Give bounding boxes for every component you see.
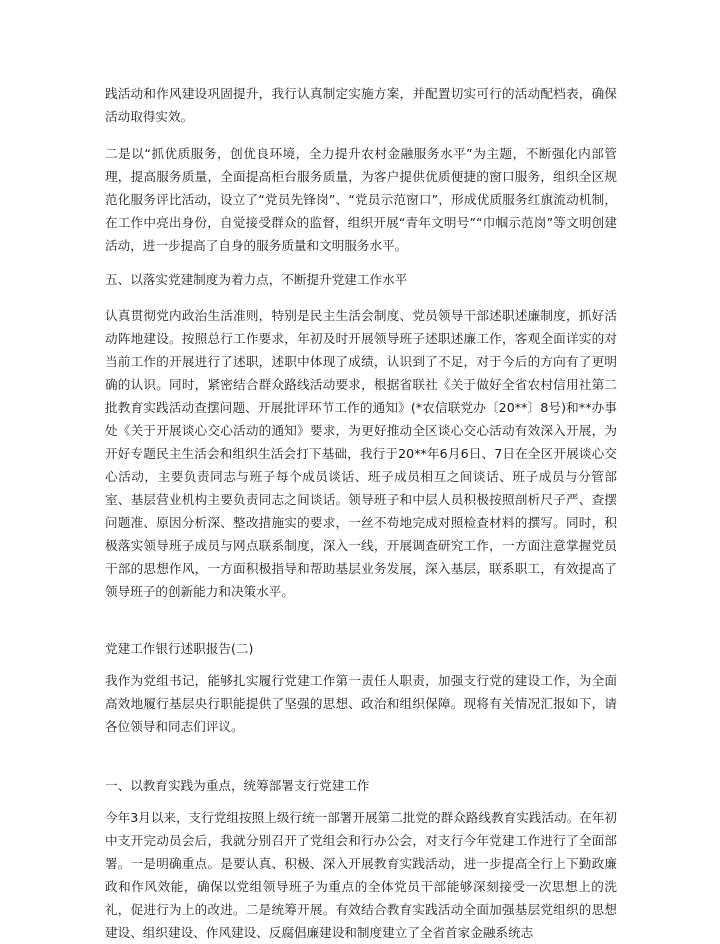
report-title: 党建工作银行述职报告(二) — [105, 641, 254, 656]
paragraph-practice-consolidation: 践活动和作风建设巩固提升，我行认真制定实施方案，并配置切实可行的活动配档表，确保活动取得实效。 — [105, 86, 617, 124]
section-heading-one: 一、以教育实践为重点，统筹部署支行党建工作 — [105, 778, 370, 793]
section-heading-five: 五、以落实党建制度为着力点，不断提升党建工作水平 — [105, 272, 408, 287]
paragraph-intro: 我作为党组书记，能够扎实履行党建工作第一责任人职责，加强支行党的建设工作，为全面高效地履行基层央行职能提供了坚强的思想、政治和组织保障。现将有关情况汇报如下，请各位领导和同志们评议。 — [105, 673, 617, 734]
document-page — [105, 82, 617, 944]
paragraph-party-system: 认真贯彻党内政治生活准则，特别是民主生活会制度、党员领导干部述职述廉制度，抓好活动阵地建设。按照总行工作要求，年初及时开展领导班子述职述廉工作，客观全面详实的对当前工作的开展进行了述职，述职中体现了成绩，认识到了不足，对于今后的方向有了更明确的认识。同时，紧密结合群众路线活动要求，根据省联社《关于做好全省农村信用社第二批教育实践活动查摆问题、开展批评环节工作的通知》(*农信联党办〔20**〕8号)和**办事处《关于开展谈心交心活动的通知》要求，为更好推动全区谈心交心活动有效深入开展，为开好专题民主生活会和组织生活会打下基础，我行于20**年6月6日、7日在全区开展谈心交心活动，主要负责同志与班子每个成员谈话、班子成员相互之间谈话、班子成员与分管部室、基层营业机构主要负责同志之间谈话。领导班子和中层人员积极按照剖析尺子严、查摆问题准、原因分析深、整改措施实的要求，一丝不苟地完成对照检查材料的撰写。同时，积极落实领导班子成员与网点联系制度，深入一线，开展调查研究工作，一方面注意掌握党员干部的思想作风，一方面积极指导和帮助基层业务发展，深入基层，联系职工，有效提高了领导班子的创新能力和决策水平。 — [105, 308, 617, 599]
paragraph-education-practice: 今年3月以来，支行党组按照上级行统一部署开展第二批党的群众路线教育实践活动。在年初中支开完动员会后，我就分别召开了党组会和行办公会，对支行今年党建工作进行了全面部署。一是明确重点。是要认真、积极、深入开展教育实践活动，进一步提高全行上下勤政廉政和作风效能，确保以党组领导班子为重点的全体党员干部能够深刻接受一次思想上的洗礼，促进行为上的改进。二是统筹开展。有效结合教育实践活动全面加强基层党组织的思想建设、组织建设、作风建设、反腐倡廉建设和制度建立了全省首家金融系统志 — [105, 810, 617, 940]
paragraph-quality-service: 二是以“抓优质服务，创优良环境，全力提升农村金融服务水平”为主题，不断强化内部管理，提高服务质量，全面提高柜台服务质量，为客户提供优质便捷的窗口服务，组织全区规范化服务评比活动，设立了“党员先锋岗”、“党员示范窗口”，形成优质服务红旗流动机制，在工作中亮出身份，自觉接受群众的监督，组织开展“青年文明号”“巾帼示范岗”等文明创建活动，进一步提高了自身的服务质量和文明服务水平。 — [105, 146, 617, 253]
